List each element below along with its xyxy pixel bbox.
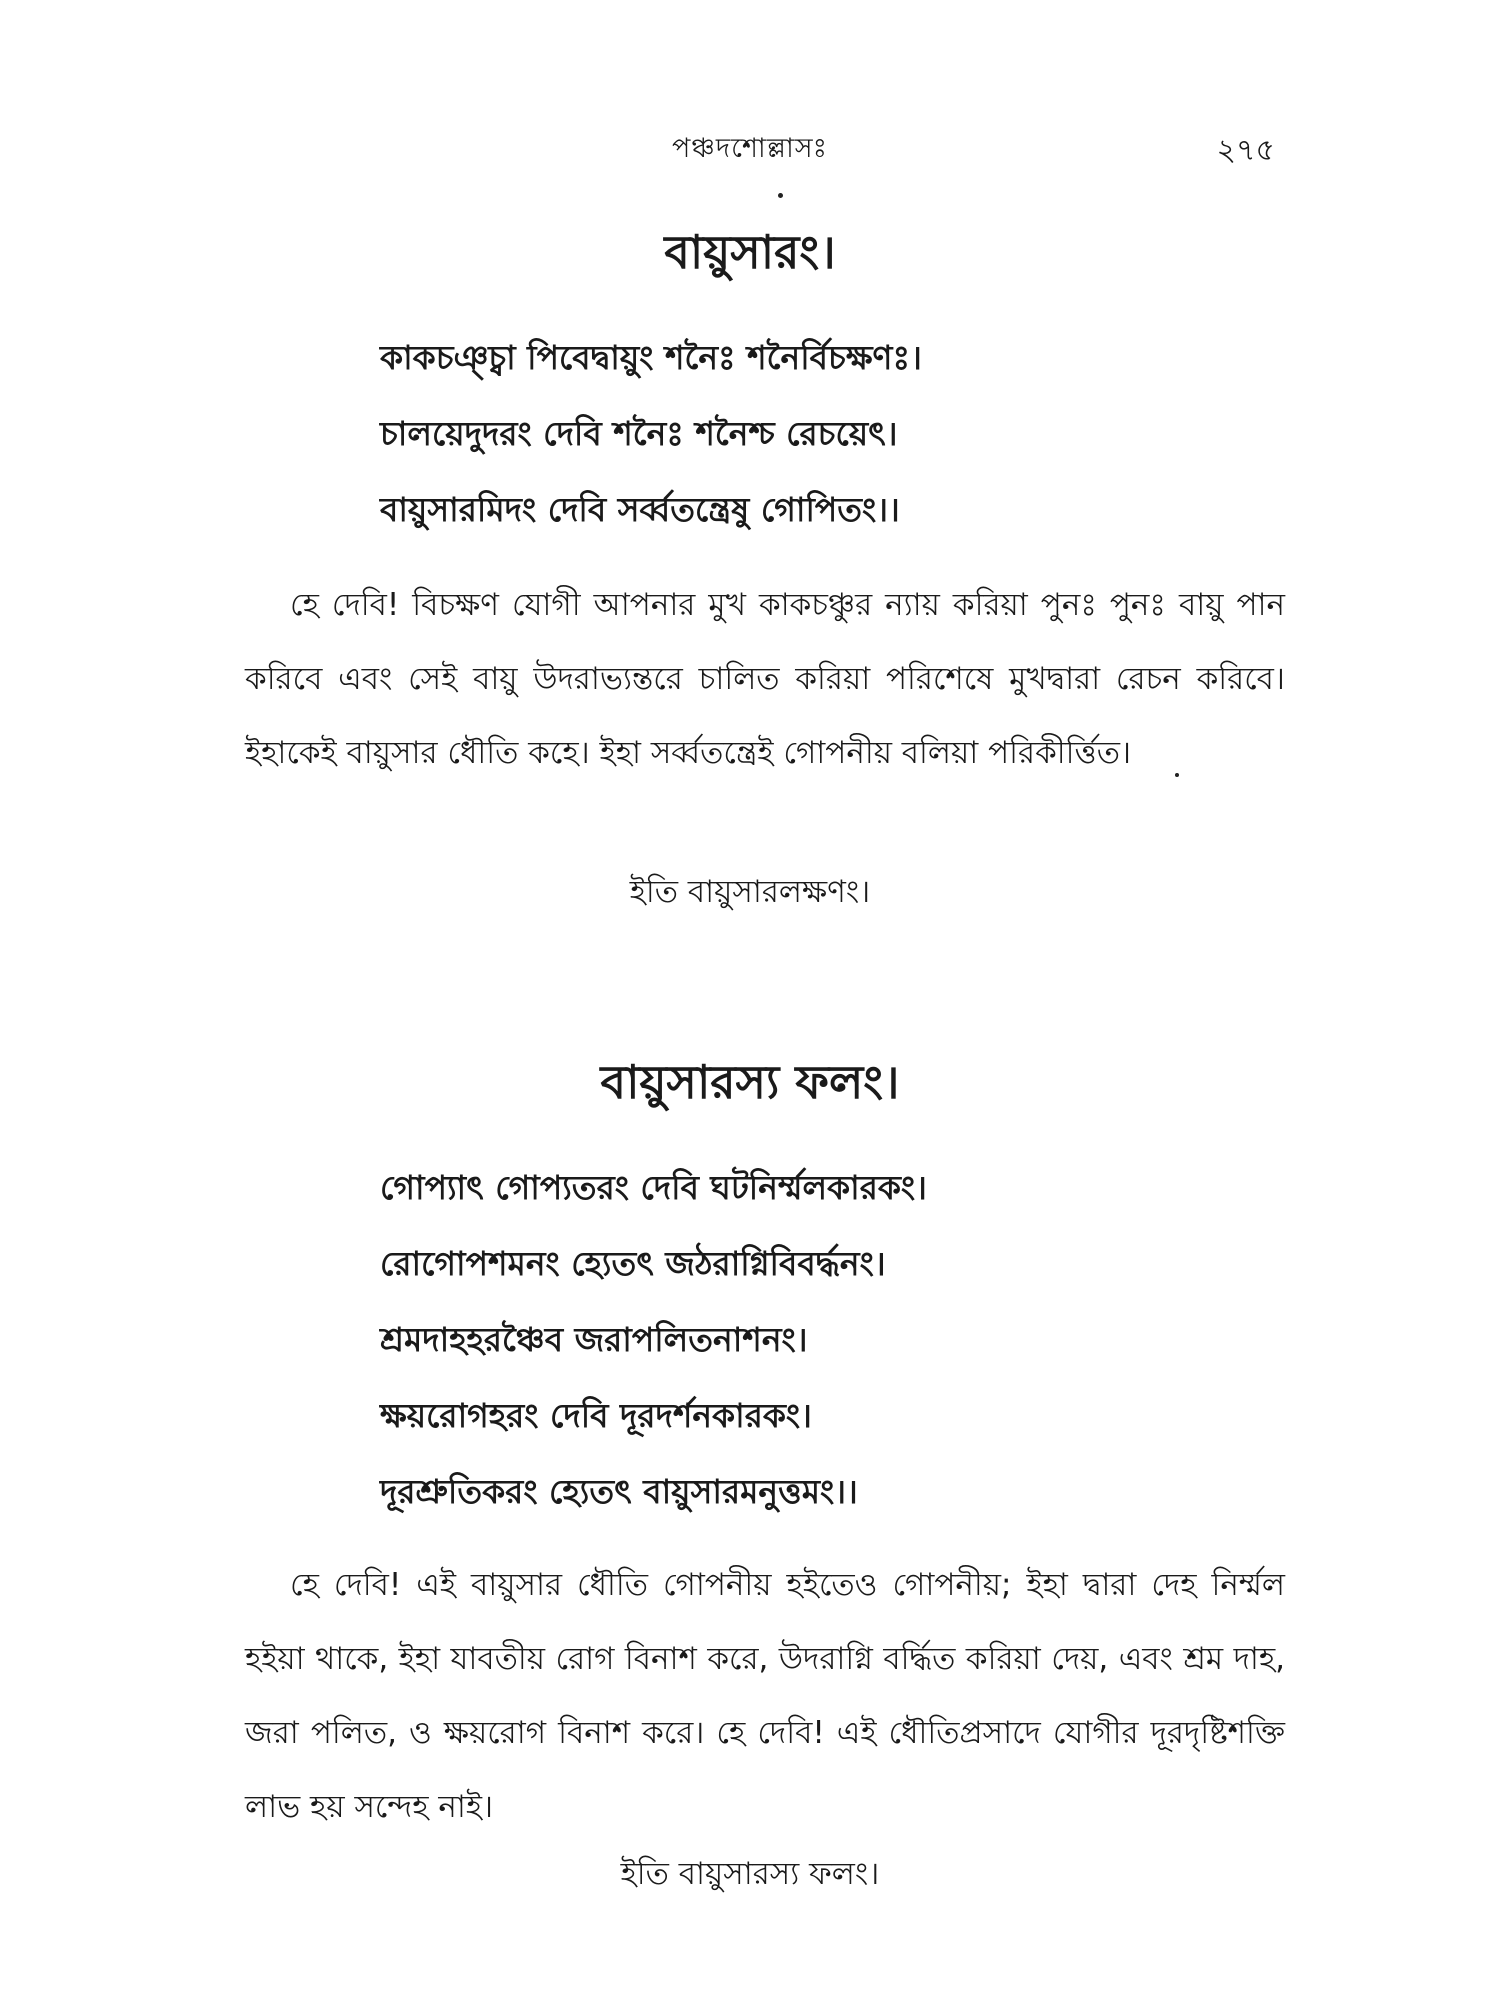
verse-line: ক্ষয়রোগহরং দেবি দূরদর্শনকারকং। bbox=[380, 1396, 812, 1435]
verse-line: শ্রমদাহহরঞ্চৈব জরাপলিতনাশনং। bbox=[380, 1320, 808, 1359]
page-number: ২৭৫ bbox=[1216, 133, 1275, 168]
verse-block-vayusara bbox=[380, 320, 1380, 548]
verse-line: দূরশ্রুতিকরং হ্যেতৎ বায়ুসারমনুত্তমং।। bbox=[380, 1472, 858, 1511]
verse-block-vayusara-phala bbox=[380, 1150, 1380, 1530]
ink-speck bbox=[778, 193, 783, 198]
verse-line: চালয়েদুদরং দেবি শনৈঃ শনৈশ্চ রেচয়েৎ। bbox=[380, 414, 898, 453]
verse-line: বায়ুসারমিদং দেবি সর্ব্বতন্ত্রেষু গোপিতং।। bbox=[380, 490, 900, 529]
commentary-vayusara-phala: হে দেবি! এই বায়ুসার ধৌতি গোপনীয় হইতেও গোপনীয়; ইহা দ্বারা দেহ নির্ম্মল হইয়া থাকে, ইহা যাবতীয় রোগ বিনাশ করে, উদরাগ্নি বর্দ্ধিত করিয়া দেয়, এবং শ্রম দাহ, জরা পলিত, ও ক্ষয়রোগ বিনাশ করে। হে দেবি! এই ধৌতিপ্রসাদে যোগীর দূরদৃষ্টিশক্তি লাভ হয় সন্দেহ নাই। bbox=[245, 1567, 1285, 1825]
verse-line: গোপ্যাৎ গোপ্যতরং দেবি ঘটনির্ম্মলকারকং। bbox=[380, 1168, 927, 1207]
verse-line: কাকচঞ্চ্বা পিবেদ্বায়ুং শনৈঃ শনৈর্বিচক্ষণঃ। bbox=[380, 338, 922, 377]
closing-line-vayusara-phala: ইতি বায়ুসারস্য ফলং। bbox=[620, 1856, 880, 1892]
commentary-vayusara: হে দেবি! বিচক্ষণ যোগী আপনার মুখ কাকচঞ্চুর ন্যায় করিয়া পুনঃ পুনঃ বায়ু পান করিবে এবং সেই বায়ু উদরাভ্যন্তরে চালিত করিয়া পরিশেষে মুখদ্বারা রেচন করিবে। ইহাকেই বায়ুসার ধৌতি কহে। ইহা সর্ব্বতন্ত্রেই গোপনীয় বলিয়া পরিকীর্ত্তিত। bbox=[245, 587, 1285, 771]
section-title-vayusara: বায়ুসারং। bbox=[664, 225, 836, 279]
running-head: পঞ্চদশোল্লাসঃ bbox=[671, 133, 829, 164]
closing-line-vayusara: ইতি বায়ুসারলক্ষণং। bbox=[629, 874, 871, 910]
verse-line: রোগোপশমনং হ্যেতৎ জঠরাগ্নিবিবর্দ্ধনং। bbox=[380, 1244, 886, 1283]
section-title-vayusara-phala: বায়ুসারস্য ফলং। bbox=[600, 1055, 900, 1109]
